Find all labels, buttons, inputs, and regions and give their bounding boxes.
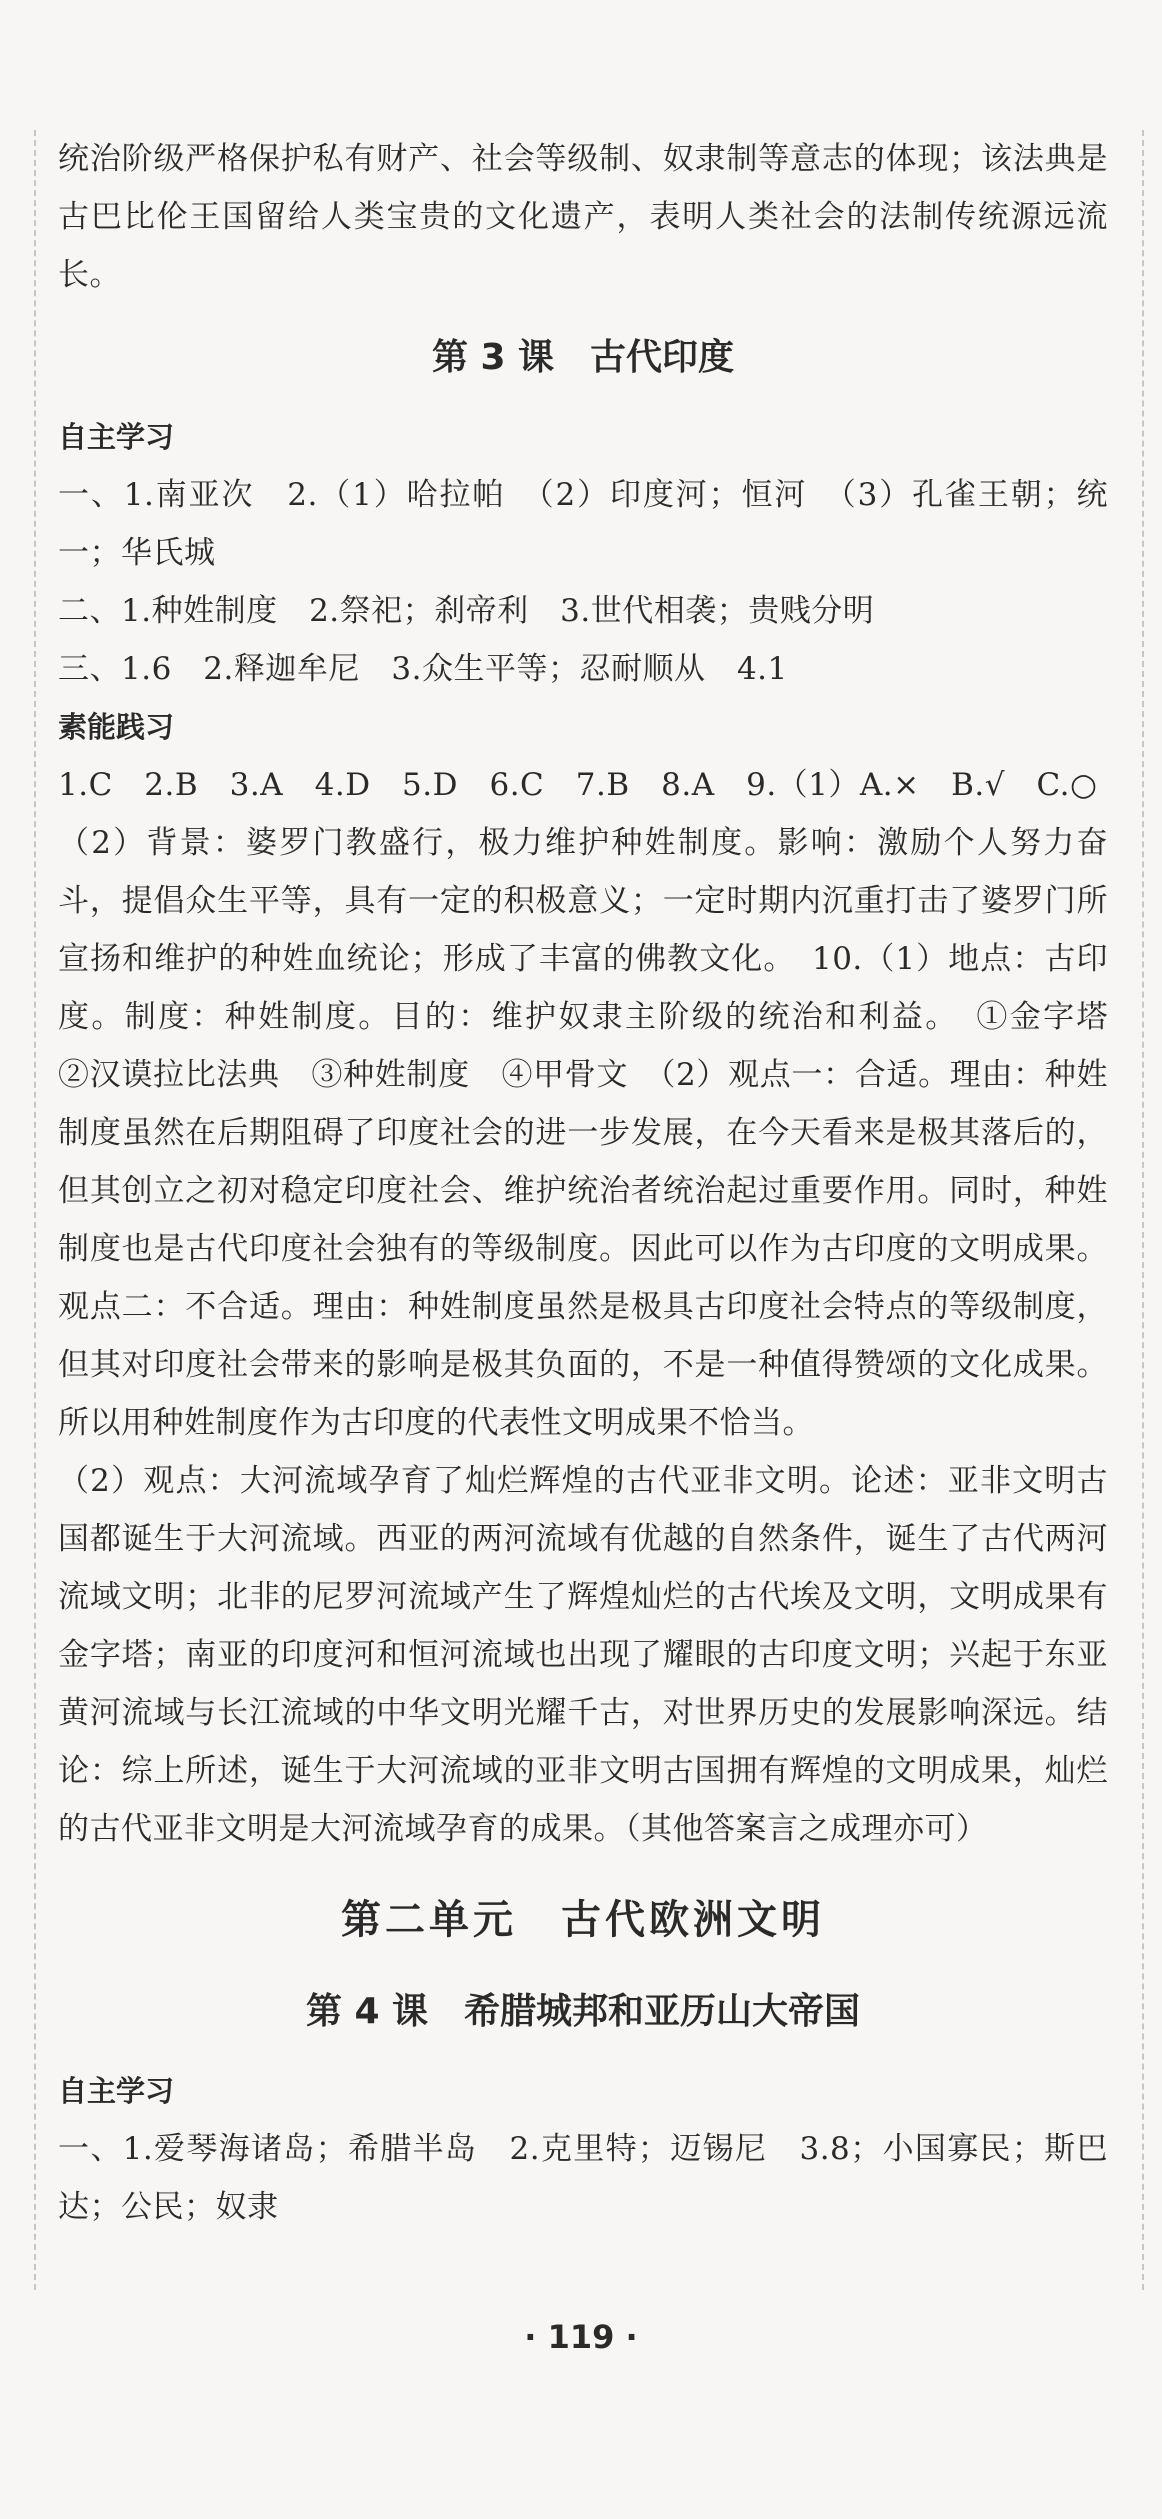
left-margin-dashed-line [34,130,36,2290]
lesson3-self-study-line-2: 二、1.种姓制度 2.祭祀；刹帝利 3.世代相袭；贵贱分明 [58,593,875,629]
lesson3-self-study-label: 自主学习 [58,420,175,454]
unit2-title: 第二单元 古代欧洲文明 [341,1897,825,1943]
lesson3-title: 第 3 课 古代印度 [431,337,735,378]
lesson3-self-study-line-1: 一、1.南亚次 2.（1）哈拉帕 （2）印度河；恒河 （3）孔雀王朝；统一；华氏城 [58,477,1108,571]
lesson4-self-study-label: 自主学习 [58,2074,175,2108]
lesson3-practice-paragraph-2: （2）观点：大河流域孕育了灿烂辉煌的古代亚非文明。论述：亚非文明古国都诞生于大河流域。西亚的两河流域有优越的自然条件，诞生了古代两河流域文明；北非的尼罗河流域产生了辉煌灿烂的古代埃及文明，文明成果有金字塔；南亚的印度河和恒河流域也出现了耀眼的古印度文明；兴起于东亚黄河流域与长江流域的中华文明光耀千古，对世界历史的发展影响深远。结论：综上所述，诞生于大河流域的亚非文明古国拥有辉煌的文明成果，灿烂的古代亚非文明是大河流域孕育的成果。（其他答案言之成理亦可） [58,1463,1108,1847]
page-number: · 119 · [524,2318,638,2356]
lesson4-title: 第 4 课 希腊城邦和亚历山大帝国 [305,1991,861,2032]
lesson3-practice-answers: 1.C 2.B 3.A 4.D 5.D 6.C 7.B 8.A 9.（1）A.× B.√ C.○ [58,767,1098,803]
lesson3-practice-paragraph-1: （2）背景：婆罗门教盛行，极力维护种姓制度。影响：激励个人努力奋斗，提倡众生平等，具有一定的积极意义；一定时期内沉重打击了婆罗门所宣扬和维护的种姓血统论；形成了丰富的佛教文化。 10.（1）地点：古印度。制度：种姓制度。目的：维护奴隶主阶级的统治和利益。 ①金字塔 ②汉谟拉比法典 ③种姓制度 ④甲骨文 （2）观点一：合适。理由：种姓制度虽然在后期阻碍了印度社会的进一步发展，在今天看来是极其落后的，但其创立之初对稳定印度社会、维护统治者统治起过重要作用。同时，种姓制度也是古代印度社会独有的等级制度。因此可以作为古印度的文明成果。观点二：不合适。理由：种姓制度虽然是极具古印度社会特点的等级制度，但其对印度社会带来的影响是极其负面的，不是一种值得赞颂的文化成果。所以用种姓制度作为古印度的代表性文明成果不恰当。 [58,825,1140,1441]
right-margin-dashed-line [1142,130,1144,2290]
lesson3-self-study-line-3: 三、1.6 2.释迦牟尼 3.众生平等；忍耐顺从 4.1 [58,651,788,687]
intro-paragraph: 统治阶级严格保护私有财产、社会等级制、奴隶制等意志的体现；该法典是古巴比伦王国留给人类宝贵的文化遗产，表明人类社会的法制传统源远流长。 [58,141,1108,293]
lesson3-practice-label: 素能践习 [58,710,175,744]
lesson4-self-study-line-1: 一、1.爱琴海诸岛；希腊半岛 2.克里特；迈锡尼 3.8；小国寡民；斯巴达；公民；奴隶 [58,2131,1108,2225]
page-content [58,130,1140,2236]
